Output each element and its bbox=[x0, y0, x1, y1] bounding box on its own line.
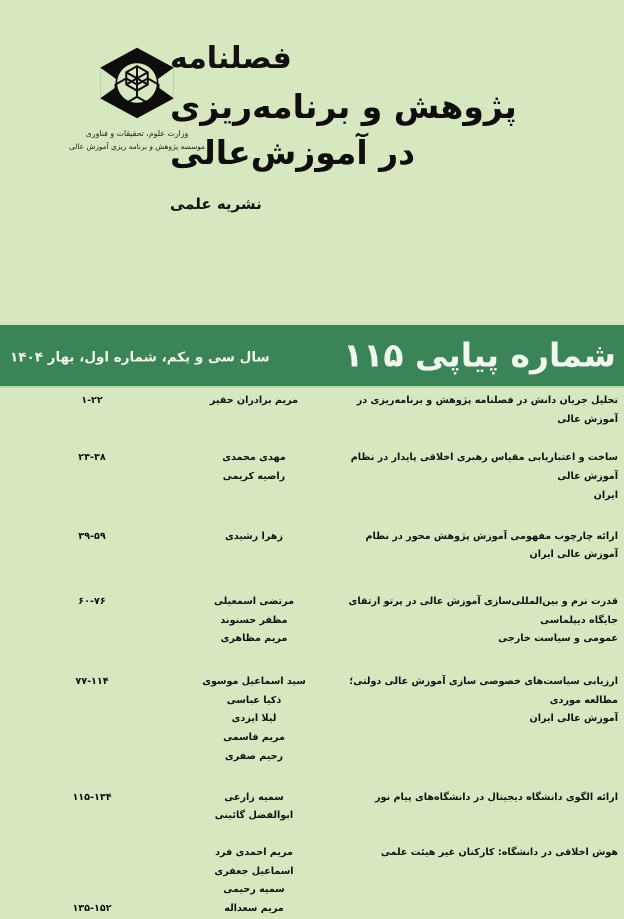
toc-author-name: مریم سعداله bbox=[224, 903, 284, 915]
toc-title-line: ساخت و اعتباریابی مقیاس رهبری اخلاقی پایدار در نظام آموزش عالی bbox=[350, 452, 618, 483]
toc-row[interactable] bbox=[0, 449, 624, 505]
toc-row[interactable] bbox=[0, 392, 624, 429]
toc-title-line: آموزش عالی ایران bbox=[529, 713, 618, 725]
toc-title-line: تحلیل جریان دانش در فصلنامه پژوهش و برنامه‌ریزی در آموزش عالی bbox=[356, 395, 618, 425]
toc-row[interactable] bbox=[0, 673, 624, 767]
toc-row[interactable] bbox=[0, 593, 624, 649]
toc-article-title bbox=[324, 789, 624, 808]
toc-title-line: ایران bbox=[593, 489, 618, 501]
toc-page-range: ۷۷-۱۱۴ bbox=[75, 676, 109, 688]
toc-author-name: رحیم صفری bbox=[224, 750, 284, 762]
toc-row[interactable] bbox=[0, 528, 624, 565]
toc-author-name: سید اسماعیل موسوی bbox=[202, 676, 306, 688]
toc-author-name: اسماعیل جعفری bbox=[214, 865, 294, 877]
toc-title-line: عمومی و سیاست خارجی bbox=[498, 633, 618, 645]
toc-author-name: راضیه کریمی bbox=[222, 471, 286, 483]
journal-kind-label: فصلنامه bbox=[170, 41, 292, 76]
journal-subtitle: نشریه علمی bbox=[170, 195, 262, 214]
toc-author-name: مریم برادران حقیر bbox=[209, 395, 299, 406]
toc-author-name: مریم مظاهری bbox=[220, 633, 288, 645]
institute-name: موسسه پژوهش و برنامه ریزی آموزش عالی bbox=[68, 142, 205, 151]
toc-article-authors bbox=[184, 593, 324, 649]
toc-page-range: ۲۳-۳۸ bbox=[78, 452, 106, 464]
toc-article-title bbox=[324, 673, 624, 729]
toc-author-name: مرتضی اسمعیلی bbox=[213, 595, 295, 607]
toc-article-title bbox=[324, 392, 624, 429]
toc-page-range: ۱-۲۲ bbox=[81, 395, 103, 406]
toc-article-authors bbox=[184, 528, 324, 547]
table-of-contents bbox=[0, 392, 624, 919]
toc-article-authors bbox=[184, 449, 324, 486]
toc-title-line: ارائه چارچوب مفهومی آموزش پژوهش محور در نظام آموزش عالی ایران bbox=[365, 530, 618, 561]
toc-author-name: سمیه رحیمی bbox=[223, 884, 285, 896]
journal-title-line-2: در آموزش‌عالی bbox=[170, 132, 416, 172]
toc-title-line: هوش اخلاقی در دانشگاه: کارکنان غیر هیئت علمی bbox=[380, 846, 618, 858]
journal-title-line-1: پژوهش و برنامه‌ریزی bbox=[170, 87, 517, 127]
ministry-name: وزارت علوم، تحقیقات و فناوری bbox=[85, 129, 189, 139]
toc-author-name: مظفر حسنوند bbox=[220, 614, 288, 626]
toc-article-title bbox=[324, 449, 624, 505]
toc-article-authors bbox=[184, 673, 324, 767]
toc-page-range: ۱۳۵-۱۵۲ bbox=[72, 903, 112, 915]
toc-page-range: ۶۰-۷۶ bbox=[78, 595, 106, 607]
toc-article-title bbox=[324, 528, 624, 565]
toc-article-authors bbox=[184, 789, 324, 826]
issue-banner bbox=[0, 322, 624, 388]
toc-row[interactable] bbox=[0, 844, 624, 919]
toc-row[interactable] bbox=[0, 789, 624, 826]
toc-author-name: لیلا ایزدی bbox=[231, 713, 277, 725]
toc-title-line: ارزیابی سیاست‌های خصوصی سازی آموزش عالی دولتی؛ مطالعه موردی bbox=[349, 676, 618, 706]
toc-author-name: ذکیا عباسی bbox=[226, 694, 282, 706]
toc-article-authors bbox=[184, 392, 324, 411]
toc-article-authors bbox=[184, 844, 324, 919]
toc-author-name: زهرا رشیدی bbox=[225, 530, 283, 542]
toc-article-title bbox=[324, 844, 624, 863]
journal-title-block bbox=[170, 40, 590, 213]
toc-author-name: ابوالفضل گائینی bbox=[214, 810, 294, 822]
toc-author-name: مهدی محمدی bbox=[222, 452, 286, 464]
toc-title-line: ارائه الگوی دانشگاه دیجیتال در دانشگاه‌های پیام نور bbox=[374, 791, 618, 803]
cover-header bbox=[0, 0, 624, 322]
toc-page-range: ۳۹-۵۹ bbox=[78, 530, 106, 542]
toc-title-line: قدرت نرم و بین‌المللی‌سازی آموزش عالی در پرتو ارتقای جایگاه دیپلماسی bbox=[348, 595, 618, 626]
toc-article-title bbox=[324, 593, 624, 649]
toc-author-name: مریم قاسمی bbox=[223, 732, 285, 744]
toc-author-name: مریم احمدی فرد bbox=[215, 846, 293, 858]
serial-number-label: شماره پیاپی ۱۱۵ bbox=[343, 335, 616, 375]
issue-volume-label: سال سی و یکم، شماره اول، بهار ۱۴۰۴ bbox=[10, 348, 270, 365]
toc-author-name: سمیه زارعی bbox=[224, 791, 284, 803]
toc-page-range: ۱۱۵-۱۳۴ bbox=[72, 791, 112, 803]
